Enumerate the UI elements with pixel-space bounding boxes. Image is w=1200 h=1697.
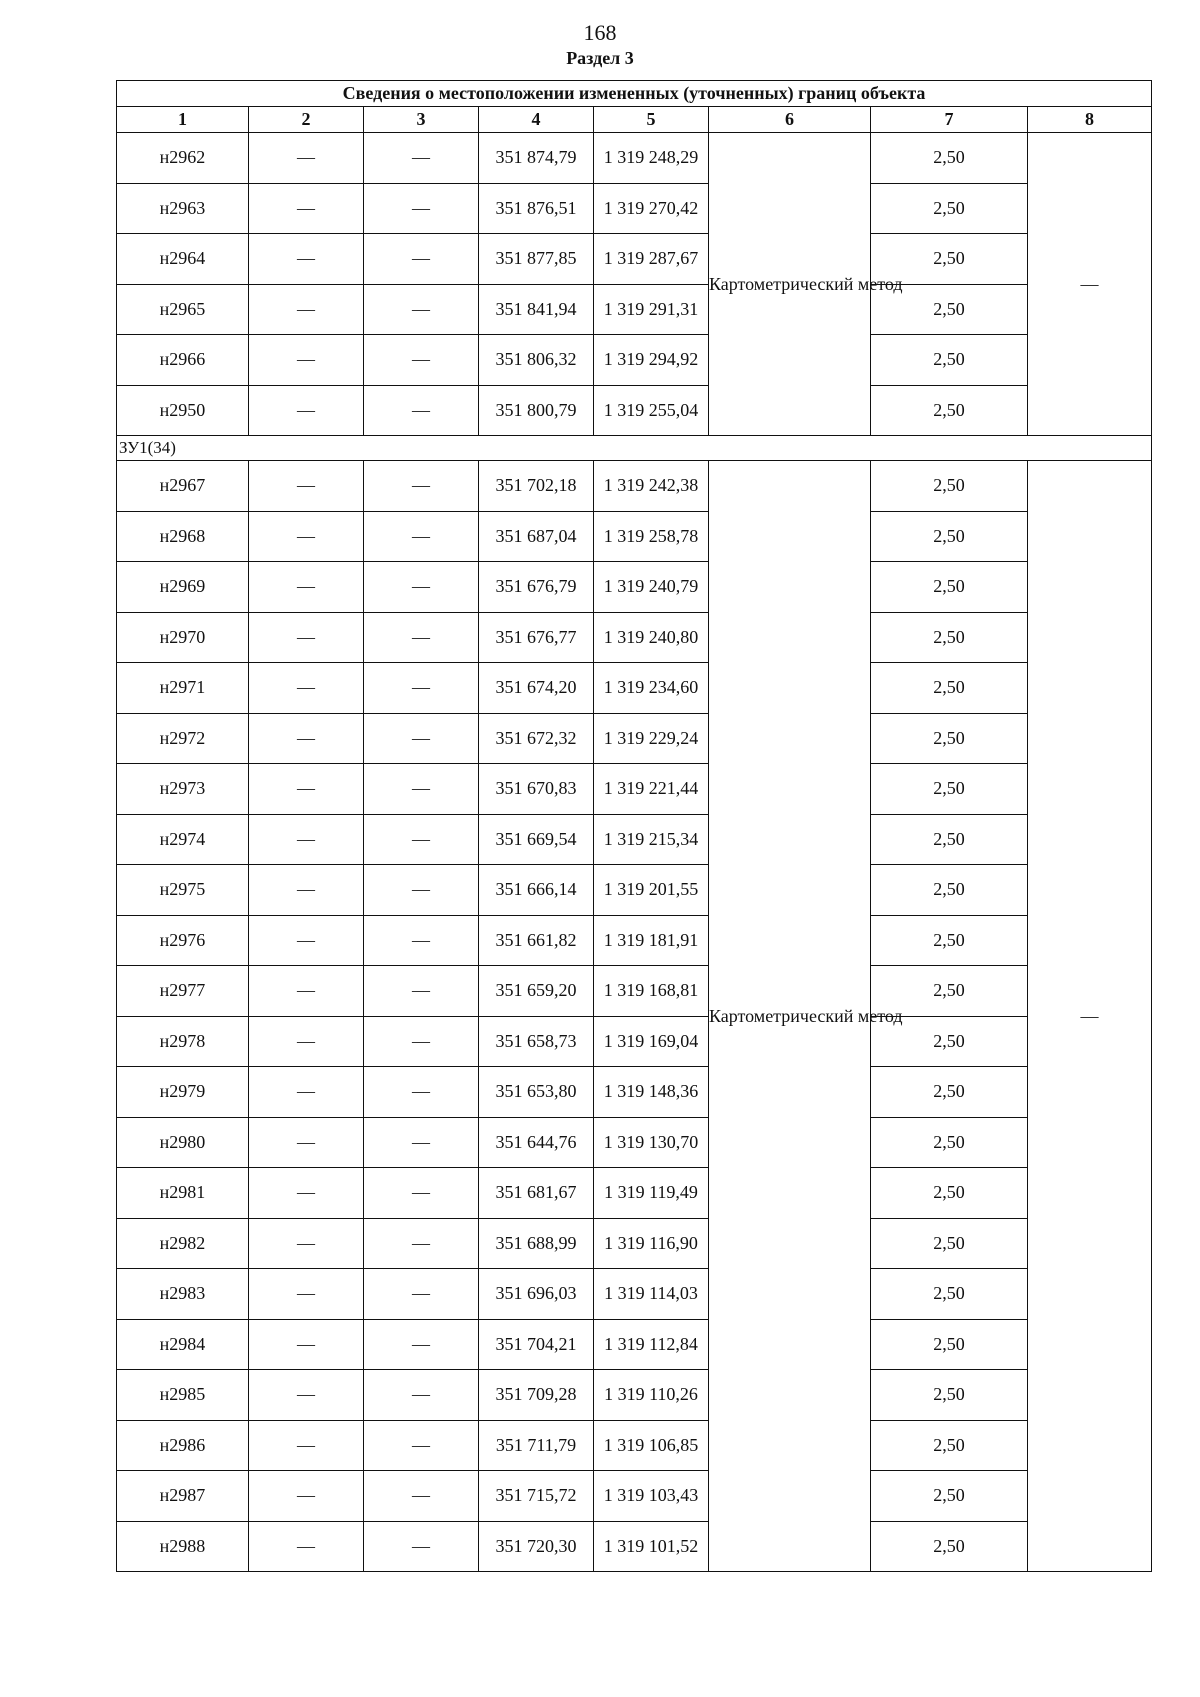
y-coordinate-cell: 1 319 240,79 (594, 562, 709, 613)
column-3-cell: — (364, 1420, 479, 1471)
y-coordinate-cell: 1 319 240,80 (594, 612, 709, 663)
column-2-cell: — (249, 511, 364, 562)
x-coordinate-cell: 351 711,79 (479, 1420, 594, 1471)
accuracy-cell: 2,50 (871, 1067, 1028, 1118)
column-3-cell: — (364, 966, 479, 1017)
accuracy-cell: 2,50 (871, 915, 1028, 966)
point-id-cell: н2973 (117, 764, 249, 815)
column-3-cell: — (364, 335, 479, 386)
table-row (117, 1218, 1152, 1269)
accuracy-cell: 2,50 (871, 713, 1028, 764)
x-coordinate-cell: 351 666,14 (479, 865, 594, 916)
table-row (117, 1269, 1152, 1320)
table-row (117, 915, 1152, 966)
accuracy-cell: 2,50 (871, 1319, 1028, 1370)
table-row (117, 1016, 1152, 1067)
accuracy-cell: 2,50 (871, 385, 1028, 436)
column-header-4: 4 (479, 107, 594, 133)
table-row (117, 461, 1152, 512)
page-number: 168 (583, 20, 617, 45)
y-coordinate-cell: 1 319 119,49 (594, 1168, 709, 1219)
column-2-cell: — (249, 1370, 364, 1421)
column-header-6: 6 (709, 107, 871, 133)
y-coordinate-cell: 1 319 255,04 (594, 385, 709, 436)
point-id-cell: н2980 (117, 1117, 249, 1168)
y-coordinate-cell: 1 319 106,85 (594, 1420, 709, 1471)
y-coordinate-cell: 1 319 101,52 (594, 1521, 709, 1572)
column-header-8: 8 (1028, 107, 1152, 133)
column-2-cell: — (249, 461, 364, 512)
column-3-cell: — (364, 562, 479, 613)
y-coordinate-cell: 1 319 294,92 (594, 335, 709, 386)
column-2-cell: — (249, 1168, 364, 1219)
column-3-cell: — (364, 663, 479, 714)
point-id-cell: н2971 (117, 663, 249, 714)
x-coordinate-cell: 351 696,03 (479, 1269, 594, 1320)
column-2-cell: — (249, 133, 364, 184)
accuracy-cell: 2,50 (871, 1218, 1028, 1269)
column-2-cell: — (249, 612, 364, 663)
accuracy-cell: 2,50 (871, 234, 1028, 285)
table-row (117, 764, 1152, 815)
table-row (117, 511, 1152, 562)
column-3-cell: — (364, 511, 479, 562)
table-row (117, 234, 1152, 285)
accuracy-cell: 2,50 (871, 562, 1028, 613)
column-2-cell: — (249, 562, 364, 613)
column-header-2: 2 (249, 107, 364, 133)
column-3-cell: — (364, 1319, 479, 1370)
point-id-cell: н2974 (117, 814, 249, 865)
point-id-cell: н2965 (117, 284, 249, 335)
accuracy-cell: 2,50 (871, 1168, 1028, 1219)
column-2-cell: — (249, 814, 364, 865)
y-coordinate-cell: 1 319 270,42 (594, 183, 709, 234)
point-id-cell: н2964 (117, 234, 249, 285)
column-header-1: 1 (117, 107, 249, 133)
column-3-cell: — (364, 234, 479, 285)
column-3-cell: — (364, 814, 479, 865)
column-3-cell: — (364, 865, 479, 916)
column-2-cell: — (249, 1471, 364, 1522)
accuracy-cell: 2,50 (871, 284, 1028, 335)
x-coordinate-cell: 351 715,72 (479, 1471, 594, 1522)
table-row (117, 183, 1152, 234)
accuracy-cell: 2,50 (871, 612, 1028, 663)
y-coordinate-cell: 1 319 221,44 (594, 764, 709, 815)
x-coordinate-cell: 351 806,32 (479, 335, 594, 386)
column-2-cell: — (249, 1521, 364, 1572)
y-coordinate-cell: 1 319 112,84 (594, 1319, 709, 1370)
y-coordinate-cell: 1 319 291,31 (594, 284, 709, 335)
table-row (117, 612, 1152, 663)
y-coordinate-cell: 1 319 181,91 (594, 915, 709, 966)
table-row (117, 562, 1152, 613)
point-id-cell: н2982 (117, 1218, 249, 1269)
point-id-cell: н2979 (117, 1067, 249, 1118)
x-coordinate-cell: 351 709,28 (479, 1370, 594, 1421)
x-coordinate-cell: 351 653,80 (479, 1067, 594, 1118)
point-id-cell: н2970 (117, 612, 249, 663)
y-coordinate-cell: 1 319 168,81 (594, 966, 709, 1017)
table-row (117, 1067, 1152, 1118)
point-id-cell: н2987 (117, 1471, 249, 1522)
x-coordinate-cell: 351 659,20 (479, 966, 594, 1017)
table-title: Сведения о местоположении измененных (уточненных) границ объекта (117, 81, 1152, 107)
accuracy-cell: 2,50 (871, 335, 1028, 386)
table-row (117, 1471, 1152, 1522)
accuracy-cell: 2,50 (871, 1117, 1028, 1168)
column-8-cell: — (1028, 133, 1152, 436)
table-row (117, 814, 1152, 865)
table-row (117, 385, 1152, 436)
point-id-cell: н2986 (117, 1420, 249, 1471)
accuracy-cell: 2,50 (871, 1269, 1028, 1320)
column-2-cell: — (249, 966, 364, 1017)
column-2-cell: — (249, 1117, 364, 1168)
y-coordinate-cell: 1 319 248,29 (594, 133, 709, 184)
point-id-cell: н2978 (117, 1016, 249, 1067)
accuracy-cell: 2,50 (871, 1521, 1028, 1572)
table-row (117, 1420, 1152, 1471)
y-coordinate-cell: 1 319 130,70 (594, 1117, 709, 1168)
column-3-cell: — (364, 713, 479, 764)
column-3-cell: — (364, 1117, 479, 1168)
table-row (117, 865, 1152, 916)
x-coordinate-cell: 351 661,82 (479, 915, 594, 966)
table-row (117, 1521, 1152, 1572)
group-label-row (117, 436, 1152, 461)
y-coordinate-cell: 1 319 114,03 (594, 1269, 709, 1320)
section-title: Раздел 3 (566, 48, 634, 68)
column-2-cell: — (249, 1269, 364, 1320)
table-row (117, 1117, 1152, 1168)
table-row (117, 1370, 1152, 1421)
table-row (117, 284, 1152, 335)
column-2-cell: — (249, 1067, 364, 1118)
column-2-cell: — (249, 1420, 364, 1471)
point-id-cell: н2963 (117, 183, 249, 234)
y-coordinate-cell: 1 319 229,24 (594, 713, 709, 764)
column-2-cell: — (249, 663, 364, 714)
accuracy-cell: 2,50 (871, 663, 1028, 714)
column-2-cell: — (249, 183, 364, 234)
point-id-cell: н2981 (117, 1168, 249, 1219)
x-coordinate-cell: 351 669,54 (479, 814, 594, 865)
x-coordinate-cell: 351 644,76 (479, 1117, 594, 1168)
point-id-cell: н2950 (117, 385, 249, 436)
table-row (117, 663, 1152, 714)
group-label: ЗУ1(34) (117, 436, 1152, 461)
x-coordinate-cell: 351 704,21 (479, 1319, 594, 1370)
point-id-cell: н2976 (117, 915, 249, 966)
accuracy-cell: 2,50 (871, 183, 1028, 234)
column-3-cell: — (364, 915, 479, 966)
method-cell: Картометрический метод (709, 133, 871, 436)
column-2-cell: — (249, 385, 364, 436)
x-coordinate-cell: 351 674,20 (479, 663, 594, 714)
column-header-3: 3 (364, 107, 479, 133)
x-coordinate-cell: 351 688,99 (479, 1218, 594, 1269)
column-3-cell: — (364, 612, 479, 663)
column-3-cell: — (364, 1521, 479, 1572)
x-coordinate-cell: 351 670,83 (479, 764, 594, 815)
column-3-cell: — (364, 183, 479, 234)
accuracy-cell: 2,50 (871, 1016, 1028, 1067)
table-row (117, 966, 1152, 1017)
point-id-cell: н2975 (117, 865, 249, 916)
column-3-cell: — (364, 1067, 479, 1118)
x-coordinate-cell: 351 720,30 (479, 1521, 594, 1572)
accuracy-cell: 2,50 (871, 461, 1028, 512)
x-coordinate-cell: 351 687,04 (479, 511, 594, 562)
x-coordinate-cell: 351 876,51 (479, 183, 594, 234)
x-coordinate-cell: 351 676,77 (479, 612, 594, 663)
accuracy-cell: 2,50 (871, 511, 1028, 562)
column-3-cell: — (364, 1471, 479, 1522)
y-coordinate-cell: 1 319 116,90 (594, 1218, 709, 1269)
table-row (117, 1168, 1152, 1219)
column-3-cell: — (364, 1016, 479, 1067)
point-id-cell: н2966 (117, 335, 249, 386)
table-row (117, 133, 1152, 184)
column-3-cell: — (364, 1269, 479, 1320)
point-id-cell: н2962 (117, 133, 249, 184)
x-coordinate-cell: 351 800,79 (479, 385, 594, 436)
column-2-cell: — (249, 865, 364, 916)
column-2-cell: — (249, 1218, 364, 1269)
x-coordinate-cell: 351 702,18 (479, 461, 594, 512)
accuracy-cell: 2,50 (871, 966, 1028, 1017)
y-coordinate-cell: 1 319 103,43 (594, 1471, 709, 1522)
column-3-cell: — (364, 385, 479, 436)
point-id-cell: н2969 (117, 562, 249, 613)
point-id-cell: н2977 (117, 966, 249, 1017)
table-row (117, 713, 1152, 764)
accuracy-cell: 2,50 (871, 1420, 1028, 1471)
column-2-cell: — (249, 1016, 364, 1067)
y-coordinate-cell: 1 319 110,26 (594, 1370, 709, 1421)
column-2-cell: — (249, 915, 364, 966)
y-coordinate-cell: 1 319 258,78 (594, 511, 709, 562)
point-id-cell: н2967 (117, 461, 249, 512)
column-3-cell: — (364, 284, 479, 335)
point-id-cell: н2968 (117, 511, 249, 562)
column-2-cell: — (249, 234, 364, 285)
column-3-cell: — (364, 764, 479, 815)
y-coordinate-cell: 1 319 201,55 (594, 865, 709, 916)
point-id-cell: н2988 (117, 1521, 249, 1572)
column-3-cell: — (364, 1370, 479, 1421)
x-coordinate-cell: 351 681,67 (479, 1168, 594, 1219)
column-header-7: 7 (871, 107, 1028, 133)
column-3-cell: — (364, 133, 479, 184)
table-row (117, 335, 1152, 386)
column-2-cell: — (249, 1319, 364, 1370)
x-coordinate-cell: 351 877,85 (479, 234, 594, 285)
column-header-5: 5 (594, 107, 709, 133)
column-2-cell: — (249, 764, 364, 815)
column-3-cell: — (364, 1218, 479, 1269)
point-id-cell: н2984 (117, 1319, 249, 1370)
x-coordinate-cell: 351 658,73 (479, 1016, 594, 1067)
column-3-cell: — (364, 461, 479, 512)
accuracy-cell: 2,50 (871, 1471, 1028, 1522)
y-coordinate-cell: 1 319 287,67 (594, 234, 709, 285)
boundary-coordinates-table (116, 80, 1152, 1572)
accuracy-cell: 2,50 (871, 133, 1028, 184)
accuracy-cell: 2,50 (871, 764, 1028, 815)
y-coordinate-cell: 1 319 215,34 (594, 814, 709, 865)
x-coordinate-cell: 351 676,79 (479, 562, 594, 613)
column-2-cell: — (249, 713, 364, 764)
column-8-cell: — (1028, 461, 1152, 1572)
accuracy-cell: 2,50 (871, 1370, 1028, 1421)
x-coordinate-cell: 351 672,32 (479, 713, 594, 764)
table-row (117, 1319, 1152, 1370)
column-3-cell: — (364, 1168, 479, 1219)
column-2-cell: — (249, 335, 364, 386)
point-id-cell: н2985 (117, 1370, 249, 1421)
accuracy-cell: 2,50 (871, 865, 1028, 916)
x-coordinate-cell: 351 841,94 (479, 284, 594, 335)
y-coordinate-cell: 1 319 234,60 (594, 663, 709, 714)
point-id-cell: н2983 (117, 1269, 249, 1320)
method-cell: Картометрический метод (709, 461, 871, 1572)
point-id-cell: н2972 (117, 713, 249, 764)
accuracy-cell: 2,50 (871, 814, 1028, 865)
y-coordinate-cell: 1 319 169,04 (594, 1016, 709, 1067)
y-coordinate-cell: 1 319 148,36 (594, 1067, 709, 1118)
x-coordinate-cell: 351 874,79 (479, 133, 594, 184)
column-2-cell: — (249, 284, 364, 335)
column-header-row (117, 107, 1152, 133)
y-coordinate-cell: 1 319 242,38 (594, 461, 709, 512)
